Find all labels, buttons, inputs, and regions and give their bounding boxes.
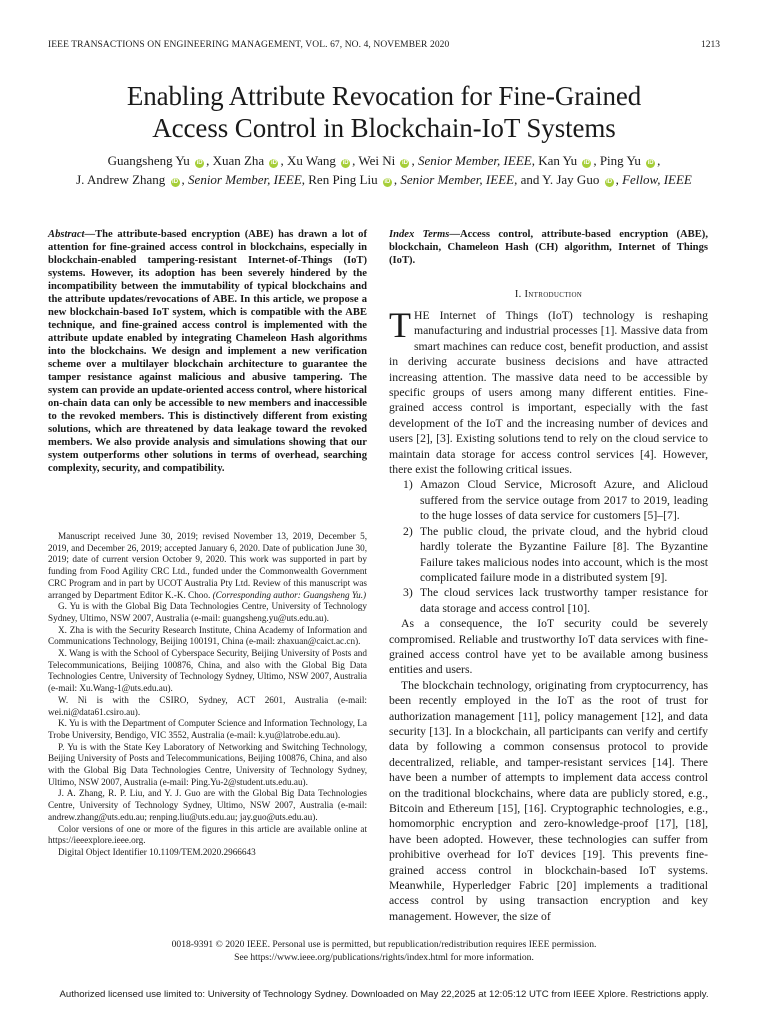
footnote-received: Manuscript received June 30, 2019; revised November 13, 2019, December 5, 2019, and December 26, 2019; accepted January 6, 2020. Date of publication June 30, 2019; date of current version October 9, 2020. This work was supported in part by funding from Food Agility CRC Ltd., funded under the Commonwealth Government CRC Program and in part by UCOT Australia Pty Ltd. Review of this manuscript was arranged by Department Editor K.-K. Choo. (Corresponding author: Guangsheng Yu.) bbox=[48, 531, 367, 600]
copyright-line: 0018-9391 © 2020 IEEE. Personal use is permitted, but republication/redistribution requires IEEE permission. bbox=[171, 939, 597, 950]
author-grade: Senior Member, IEEE bbox=[417, 153, 532, 168]
author-name: Xuan Zha bbox=[212, 153, 265, 168]
footnote-affiliation: X. Wang is with the School of Cyberspace Security, Beijing University of Posts and Telecommunications, Beijing 100876, China, and also with the Global Big Data Technologies Centre, University of Technology Sydney, Ultimo, NSW 2007, Australia (e-mail: Xu.Wang-1@uts.edu.au). bbox=[48, 648, 367, 694]
issues-list bbox=[389, 477, 708, 616]
footnotes bbox=[48, 531, 367, 859]
intro-paragraph: THE Internet of Things (IoT) technology is reshaping manufacturing and industrial processes [1]. Massive data from smart machines can reduce cost, benefit production, and assist in deriving accurate business decisions and have attracted increasing attention. The massive data need to be accessible by specific groups of users among many different entities. Fine-grained access control is important, especially with the fast development of the IoT and the increasing number of devices and users [2], [3]. Existing solutions tend to rely on the cloud service to maintain data storage for access control services [4]. However, there exist the following critical issues. bbox=[389, 305, 708, 477]
copyright-line: See https://www.ieee.org/publications/rights/index.html for more information. bbox=[234, 952, 534, 963]
orcid-icon[interactable]: iD bbox=[647, 160, 654, 166]
section-heading: I. Introduction bbox=[514, 289, 583, 300]
footnote-affiliation: P. Yu is with the State Key Laboratory of Networking and Switching Technology, Beijing University of Posts and Telecommunications, Beijing 100876, China, and also with the Global Big Data Technologies Centre, University of Technology Sydney, Ultimo, NSW 2007, Australia (e-mail: Ping.Yu-2@student.uts.edu.au). bbox=[48, 741, 367, 787]
index-terms-text: Access control, attribute-based encryption (ABE), blockchain, Chameleon Hash (CH) algorithm, Internet of Things (IoT). bbox=[389, 229, 708, 266]
drop-cap: T bbox=[389, 305, 411, 345]
author-name: Kan Yu bbox=[538, 153, 578, 168]
orcid-icon[interactable]: iD bbox=[342, 160, 349, 166]
footnote-doi: Digital Object Identifier 10.1109/TEM.2020.2966643 bbox=[58, 846, 256, 857]
orcid-icon[interactable]: iD bbox=[384, 179, 391, 185]
orcid-icon[interactable]: iD bbox=[270, 160, 277, 166]
author-line: Guangsheng Yu iD , Xuan Zha iD , Xu Wang iD , Wei Ni iD , Senior Member, IEEE, Kan Yu iD , Ping Yu iD , bbox=[107, 153, 661, 168]
page-number: 1213 bbox=[701, 40, 720, 50]
journal-name: IEEE TRANSACTIONS ON ENGINEERING MANAGEMENT, VOL. 67, NO. 4, NOVEMBER 2020 bbox=[48, 40, 450, 50]
author-name: Guangsheng Yu bbox=[107, 153, 190, 168]
orcid-icon[interactable]: iD bbox=[606, 179, 613, 185]
list-item: 2) The public cloud, the private cloud, and the hybrid cloud hardly tolerate the Byzantine Failure [8]. The Byzantine Failure takes malicious nodes into account, which is the most complicated failure mode in a distributed system [9]. bbox=[403, 524, 708, 584]
copyright-notice bbox=[60, 938, 708, 964]
introduction-body bbox=[389, 305, 708, 924]
author-name: Y. Jay Guo bbox=[542, 172, 600, 187]
footnote-affiliation: G. Yu is with the Global Big Data Technologies Centre, University of Technology Sydney, Ultimo, NSW 2007, Australia (e-mail: guangsheng.yu@uts.edu.au). bbox=[48, 601, 367, 623]
abstract-text: The attribute-based encryption (ABE) has drawn a lot of attention for fine-grained access control in blockchains, especially in blockchain-enabled tampering-resistant Internet-of-Things (IoT) systems. However, its adoption has been severely hindered by the incompatibility between the immutability of typical blockchains and the attribute updates/revocations of ABE. In this article, we propose a new blockchain-based IoT system, which is compatible with the ABE technique, and fine-grained access control is implemented with the attribute update enabled by integrating Chameleon Hash algorithms into the blockchains. We design and implement a new verification scheme over a multilayer blockchain architecture to guarantee the tamper resistance against malicious and abusive tampering. The system can provide an update-oriented access control, where historical on-chain data can only be accessible to new members and inaccessible to the revoked members. This is distinctively different from existing solutions, which are threatened by data leakage toward the revoked members. We also provide analysis and simulations showing that our system outperforms other solutions in terms of overhead, searching complexity, security, and compatibility. bbox=[48, 229, 367, 474]
footnote-affiliation: J. A. Zhang, R. P. Liu, and Y. J. Guo are with the Global Big Data Technologies Centre, University of Technology Sydney, Ultimo, NSW 2007, Australia (e-mail: andrew.zhang@uts.edu.au; renping.liu@uts.edu.au; jay.guo@uts.edu.au). bbox=[48, 788, 367, 822]
corresponding-author: (Corresponding author: Guangsheng Yu.) bbox=[212, 589, 367, 600]
footnote-affiliation: W. Ni is with the CSIRO, Sydney, ACT 2601, Australia (e-mail: wei.ni@data61.csiro.au). bbox=[48, 694, 367, 717]
author-name: Ren Ping Liu bbox=[308, 172, 378, 187]
author-name: J. Andrew Zhang bbox=[76, 172, 166, 187]
author-list bbox=[48, 151, 720, 189]
intro-paragraph: The blockchain technology, originating from cryptocurrency, has been recently employed in the IoT as the root of trust for authorization management [11], policy management [12], and data security [13]. In a blockchain, all participants can verify and certify data by following a common consensus protocol to provide decentralized, reliable, and tamper-resistant services [14]. There have been a number of attempts to implement data access control on the traditional blockchains, where data are publicly stored, e.g., Bitcoin and Ethereum [15], [16]. Cryptographic technologies, e.g., homomorphic encryption and zero-knowledge-proof [17], [18], have been adopted. However, these technologies can suffer from prohibitive overhead for IoT devices [19]. This prevents fine-grained access control in blockchain-based IoT systems. Meanwhile, Hyperledger Fabric [20] implements a traditional access control by using transaction encryption and key management. However, the size of bbox=[389, 678, 708, 923]
list-item: 1) Amazon Cloud Service, Microsoft Azure, and Alicloud suffered from the service outage from 2017 to 2019, leading to the huge losses of data service for customers [5]–[7]. bbox=[403, 478, 708, 523]
orcid-icon[interactable]: iD bbox=[401, 160, 408, 166]
intro-paragraph: As a consequence, the IoT security could be severely compromised. Reliable and trustworthy IoT data services with fine-grained access control have yet to be available among business entities and users. bbox=[389, 617, 708, 677]
index-terms: Index Terms—Access control, attribute-based encryption (ABE), blockchain, Chameleon Hash (CH) algorithm, Internet of Things (IoT). bbox=[389, 229, 708, 266]
author-name: Xu Wang bbox=[286, 153, 336, 168]
author-grade: Fellow, IEEE bbox=[622, 172, 692, 187]
author-grade: Senior Member, IEEE bbox=[188, 172, 302, 187]
footnote-affiliation: X. Zha is with the Security Research Institute, China Academy of Information and Communications Technology, Beijing 100191, China (e-mail: zhaxuan@caict.ac.cn). bbox=[48, 624, 367, 647]
running-header bbox=[48, 40, 720, 54]
abstract-label: Abstract bbox=[48, 229, 85, 240]
footnote-affiliation: K. Yu is with the Department of Computer Science and Information Technology, La Trobe University, Bendigo, VIC 3552, Australia (e-mail: k.yu@latrobe.edu.au). bbox=[48, 718, 367, 740]
orcid-icon[interactable]: iD bbox=[583, 160, 590, 166]
author-name: Wei Ni bbox=[358, 153, 396, 168]
orcid-icon[interactable]: iD bbox=[196, 160, 203, 166]
abstract: Abstract—The attribute-based encryption (ABE) has drawn a lot of attention for fine-grained access control in blockchains, especially in blockchain-enabled tampering-resistant Internet-of-Things (IoT) systems. However, its adoption has been severely hindered by the incompatibility between the immutability of typical blockchains and the attribute updates/revocations of ABE. In this article, we propose a new blockchain-based IoT system, which is compatible with the ABE technique, and fine-grained access control is implemented with the attribute update enabled by integrating Chameleon Hash algorithms into the blockchains. We design and implement a new verification scheme over a multilayer blockchain architecture to guarantee the tamper resistance against malicious and abusive tampering. The system can provide an update-oriented access control, where historical on-chain data can only be accessible to new members and inaccessible to the revoked members. This is distinctively different from existing solutions, which are threatened by data leakage toward the revoked members. We also provide analysis and simulations showing that our system outperforms other solutions in terms of overhead, searching complexity, security, and compatibility. bbox=[48, 229, 367, 474]
title-line: Enabling Attribute Revocation for Fine-Grained bbox=[126, 81, 642, 111]
index-terms-label: Index Terms bbox=[389, 229, 450, 240]
title-line: Access Control in Blockchain-IoT Systems bbox=[152, 113, 616, 143]
list-item: 3) The cloud services lack trustworthy tamper resistance for data storage and access control [10]. bbox=[403, 586, 708, 615]
orcid-icon[interactable]: iD bbox=[172, 179, 179, 185]
license-footer: Authorized licensed use limited to: University of Technology Sydney. Downloaded on May 22,2025 at 12:05:12 UTC from IEEE Xplore. Restrictions apply. bbox=[59, 989, 709, 1000]
author-line: J. Andrew Zhang iD , Senior Member, IEEE, Ren Ping Liu iD , Senior Member, IEEE, and Y. Jay Guo iD , Fellow, IEEE bbox=[76, 172, 692, 187]
footnote-color-versions: Color versions of one or more of the figures in this article are available online at https://ieeexplore.ieee.org. bbox=[48, 823, 367, 846]
right-column bbox=[389, 228, 708, 924]
left-column bbox=[48, 228, 367, 475]
paper-title bbox=[48, 80, 720, 144]
author-grade: Senior Member, IEEE bbox=[400, 172, 515, 187]
author-name: Ping Yu bbox=[599, 153, 641, 168]
